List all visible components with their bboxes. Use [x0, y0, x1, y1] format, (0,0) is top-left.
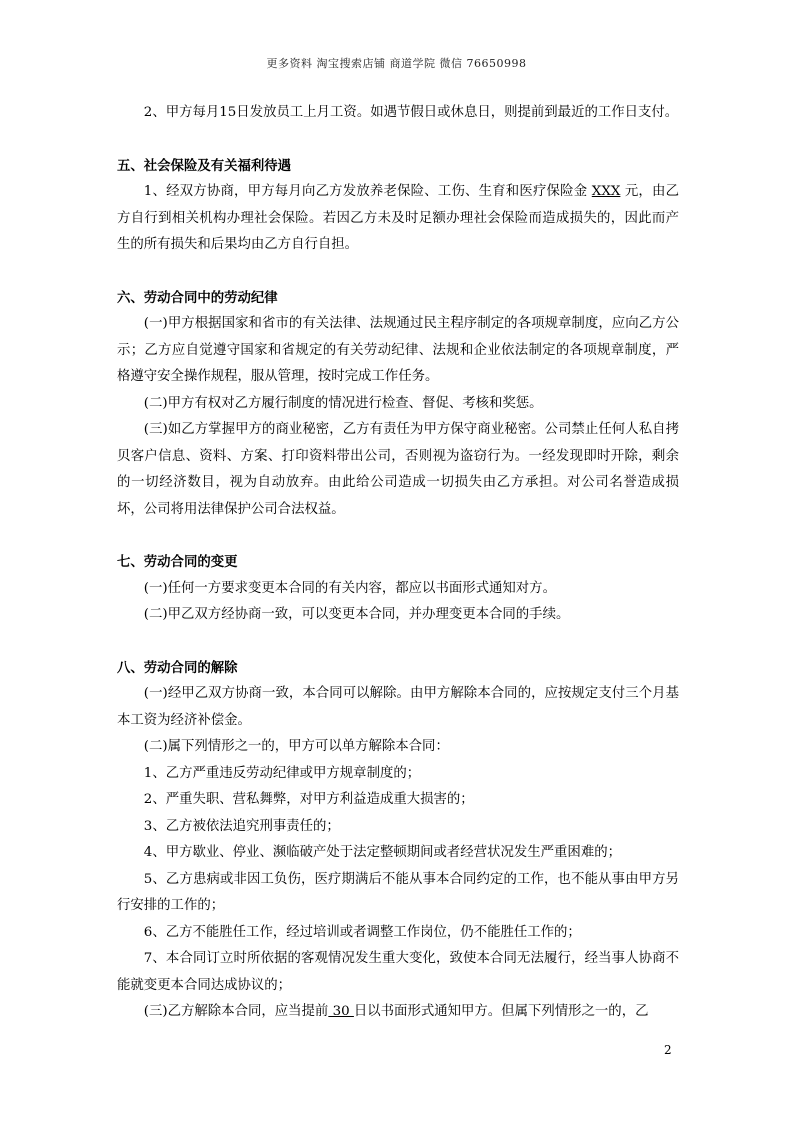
paragraph-text: 元，由乙方自行到相关机构办理社会保险。若因乙方未及时足额办理社会保险而造成损失的，因此而产生的所有损失和后果均由乙方自行自担。 [117, 184, 679, 252]
paragraph: 6、乙方不能胜任工作，经过培训或者调整工作岗位，仍不能胜任工作的； [143, 924, 581, 940]
paragraph-text: (三)乙方解除本合同，应当提前 [143, 1004, 329, 1019]
paragraph: (二)属下列情形之一的，甲方可以单方解除本合同： [143, 739, 449, 754]
section-heading: 八、劳动合同的解除 [117, 659, 238, 676]
paragraph: (三)如乙方掌握甲方的商业秘密，乙方有责任为甲方保守商业秘密。公司禁止任何人私自拷贝客户信息、资料、方案、打印资料带出公司，否则视为盗窃行为。一经发现即时开除，剩余的一切经济数目，视为自动放弃。由此给公司造成一切损失由乙方承担。对公司名誉造成损坏，公司将用法律保护公司合法权益。 [117, 422, 679, 517]
paragraph: 5、乙方患病或非因工负伤，医疗期满后不能从事本合同约定的工作，也不能从事由甲方另行安排的工作的； [117, 871, 679, 913]
paragraph: 1、乙方严重违反劳动纪律或甲方规章制度的； [143, 765, 421, 781]
paragraph: (二)甲方有权对乙方履行制度的情况进行检查、督促、考核和奖惩。 [143, 395, 543, 411]
page-header: 更多资料 淘宝搜索店铺 商道学院 微信 76650998 [266, 57, 527, 70]
paragraph: 2、甲方每月15日发放员工上月工资。如遇节假日或休息日，则提前到最近的工作日支付。 [143, 105, 679, 120]
paragraph-text: 日以书面形式通知甲方。但属下列情形之一的，乙 [353, 1004, 649, 1019]
section-gap [117, 259, 679, 285]
page-number: 2 [664, 1043, 672, 1057]
section-heading: 七、劳动合同的变更 [117, 554, 238, 570]
paragraph: 3、乙方被依法追究刑事责任的； [143, 818, 340, 834]
paragraph: (一)任何一方要求变更本合同的有关内容，都应以书面形式通知对方。 [143, 580, 556, 596]
document-body [117, 100, 679, 1026]
section-heading: 六、劳动合同中的劳动纪律 [117, 289, 278, 306]
paragraph: (一)经甲乙双方协商一致，本合同可以解除。由甲方解除本合同的，应按规定支付三个月基本工资为经济补偿金。 [117, 686, 679, 728]
section-heading: 五、社会保险及有关福利待遇 [117, 157, 292, 174]
paragraph [117, 179, 679, 259]
underlined-value: XXX [591, 184, 621, 199]
paragraph: 2、严重失职、营私舞弊，对甲方利益造成重大损害的； [143, 792, 474, 807]
paragraph-text: 1、经双方协商，甲方每月向乙方发放养老保险、工伤、生育和医疗保险金 [143, 184, 592, 199]
section-gap [117, 523, 679, 549]
paragraph [117, 999, 679, 1026]
paragraph: 4、甲方歇业、停业、濒临破产处于法定整顿期间或者经营状况发生严重困难的； [143, 845, 621, 860]
underlined-value: 30 [328, 1004, 354, 1019]
paragraph: 7、本合同订立时所依据的客观情况发生重大变化，致使本合同无法履行，经当事人协商不能就变更本合同达成协议的； [117, 951, 679, 993]
section-gap [117, 127, 679, 153]
section-gap [117, 629, 679, 655]
paragraph: (二)甲乙双方经协商一致，可以变更本合同，并办理变更本合同的手续。 [143, 607, 570, 622]
paragraph: (一)甲方根据国家和省市的有关法律、法规通过民主程序制定的各项规章制度，应向乙方公示；乙方应自觉遵守国家和省规定的有关劳动纪律、法规和企业依法制定的各项规章制度，严格遵守安全操作规程，服从管理，按时完成工作任务。 [117, 316, 679, 384]
